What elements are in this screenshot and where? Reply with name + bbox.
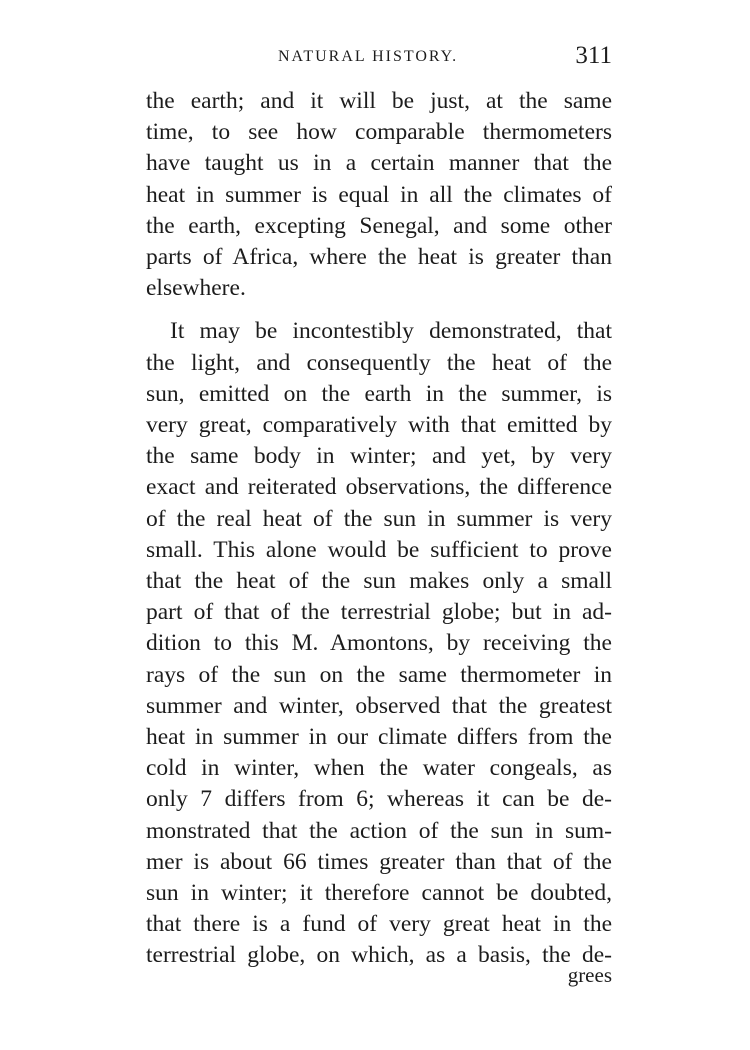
text-line: the earth; and it will be just, at the same [146,88,612,114]
text-line: very great, comparatively with that emitted by [146,412,612,439]
text-line: that the heat of the sun makes only a small [146,568,612,595]
text-line: dition to this M. Amontons, by receiving the [146,630,612,657]
paragraph-gap [146,304,612,316]
text-line: sun, emitted on the earth in the summer, is [146,380,612,407]
running-head [146,42,612,76]
text-line: small. This alone would be sufficient to prove [146,536,612,563]
text-line: sun in winter; it therefore cannot be doubted, [146,880,612,907]
page-number: 311 [575,42,612,69]
text-line: the light, and consequently the heat of the [146,349,612,376]
text-line: mer is about 66 times greater than that of the [146,848,612,875]
text-line: monstrated that the action of the sun in sum- [146,817,612,844]
text-line: parts of Africa, where the heat is greater than [146,244,612,271]
body-text [146,86,612,972]
text-line: terrestrial globe, on which, as a basis, the de- [146,942,612,969]
text-line: part of that of the terrestrial globe; but in ad- [146,599,612,626]
text-line: time, to see how comparable thermometers [146,119,612,146]
paragraph-1 [146,86,612,304]
text-line: only 7 differs from 6; whereas it can be de- [146,786,612,813]
text-line: heat in summer is equal in all the climates of [146,181,612,208]
text-line: of the real heat of the sun in summer is very [146,505,612,532]
text-line: It may be incontestibly demonstrated, that [170,318,612,345]
text-line: summer and winter, observed that the greatest [146,692,612,719]
text-line: the earth, excepting Senegal, and some other [146,212,612,239]
catchword: grees [567,963,612,987]
paragraph-2 [146,316,612,971]
text-line: heat in summer in our climate differs from the [146,724,612,751]
text-line: have taught us in a certain manner that the [146,150,612,177]
running-title: NATURAL HISTORY. [278,48,459,65]
text-line: the same body in winter; and yet, by very [146,443,612,470]
text-line: rays of the sun on the same thermometer in [146,661,612,688]
text-line: cold in winter, when the water congeals, as [146,755,612,782]
text-line: exact and reiterated observations, the difference [146,474,612,501]
text-line: that there is a fund of very great heat in the [146,911,612,938]
text-line: elsewhere. [146,275,246,302]
